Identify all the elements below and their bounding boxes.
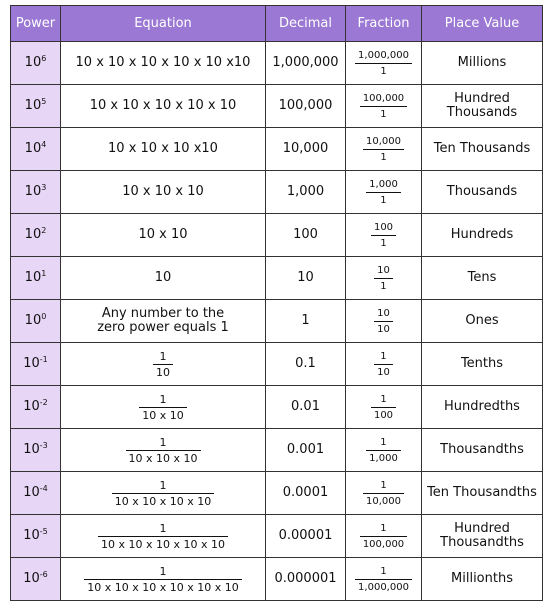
table-row — [11, 386, 543, 429]
numerator: 100,000 — [360, 92, 407, 107]
denominator: 10,000 — [366, 495, 401, 507]
decimal-cell: 1 — [266, 300, 346, 343]
equation-line: zero power equals 1 — [97, 320, 229, 335]
decimal-cell: 0.000001 — [266, 558, 346, 601]
denominator: 1 — [380, 65, 387, 77]
fraction — [360, 522, 407, 551]
fraction — [371, 393, 396, 422]
numerator: 100 — [371, 221, 396, 236]
numerator: 10 — [374, 307, 393, 322]
power-exponent: 6 — [41, 54, 47, 63]
place-value-line: Hundred — [454, 91, 510, 106]
fraction — [98, 522, 228, 551]
place-value-cell — [422, 515, 543, 558]
numerator: 10 — [374, 264, 393, 279]
table-row — [11, 300, 543, 343]
power-cell — [11, 300, 61, 343]
equation-cell — [61, 515, 266, 558]
equation-cell — [61, 472, 266, 515]
header-fraction: Fraction — [346, 6, 422, 42]
place-value-cell — [422, 558, 543, 601]
power-base: 10 — [23, 356, 40, 371]
power-exponent: 3 — [41, 183, 47, 192]
fraction — [374, 350, 393, 379]
header-power: Power — [11, 6, 61, 42]
table-row — [11, 85, 543, 128]
header-decimal: Decimal — [266, 6, 346, 42]
place-value-cell — [422, 472, 543, 515]
table-row — [11, 429, 543, 472]
power-cell — [11, 257, 61, 300]
place-value-line: Thousandths — [440, 442, 524, 457]
numerator: 10,000 — [363, 135, 404, 150]
place-value-cell — [422, 42, 543, 85]
denominator: 10 x 10 x 10 x 10 x 10 — [101, 537, 225, 551]
denominator: 1 — [380, 151, 387, 163]
denominator: 10 x 10 — [142, 408, 184, 422]
power-base: 10 — [24, 141, 42, 156]
numerator: 1 — [363, 479, 404, 494]
place-value-line: Ten Thousandths — [427, 485, 537, 500]
powers-of-ten-table — [10, 5, 543, 601]
place-value-cell — [422, 429, 543, 472]
power-base: 10 — [24, 270, 42, 285]
decimal-cell: 0.1 — [266, 343, 346, 386]
table-row — [11, 171, 543, 214]
decimal-cell: 10,000 — [266, 128, 346, 171]
table-row — [11, 472, 543, 515]
decimal-cell: 0.00001 — [266, 515, 346, 558]
equation-cell — [61, 257, 266, 300]
fraction-cell — [346, 472, 422, 515]
power-base: 10 — [23, 399, 40, 414]
fraction-cell — [346, 429, 422, 472]
power-cell — [11, 85, 61, 128]
place-value-cell — [422, 257, 543, 300]
table-row — [11, 42, 543, 85]
table-row — [11, 214, 543, 257]
fraction — [363, 479, 404, 508]
numerator: 1 — [374, 350, 393, 365]
fraction-cell — [346, 85, 422, 128]
equation-cell — [61, 429, 266, 472]
power-exponent: 1 — [41, 269, 47, 278]
place-value-line: Thousands — [446, 184, 518, 199]
fraction — [374, 307, 393, 336]
place-value-cell — [422, 128, 543, 171]
place-value-line: Millions — [457, 55, 507, 70]
power-exponent: 2 — [41, 226, 47, 235]
denominator: 10 x 10 x 10 x 10 — [114, 494, 212, 508]
power-exponent: -3 — [39, 441, 48, 450]
denominator: 1,000,000 — [358, 581, 409, 593]
equation-text: 10 x 10 x 10 x 10 x 10 — [89, 98, 237, 113]
decimal-cell: 0.001 — [266, 429, 346, 472]
place-value-line: Hundreds — [450, 227, 514, 242]
table-row — [11, 128, 543, 171]
power-base: 10 — [23, 485, 40, 500]
table-row — [11, 558, 543, 601]
table-row — [11, 515, 543, 558]
fraction-cell — [346, 515, 422, 558]
place-value-line: Thousands — [446, 105, 518, 120]
power-exponent: -4 — [39, 484, 48, 493]
equation-cell — [61, 128, 266, 171]
power-base: 10 — [23, 571, 40, 586]
power-base: 10 — [24, 184, 42, 199]
decimal-cell: 100,000 — [266, 85, 346, 128]
numerator: 1 — [371, 393, 396, 408]
header-row — [11, 6, 543, 42]
equation-text: 10 x 10 x 10 x10 — [108, 141, 218, 156]
power-cell — [11, 515, 61, 558]
fraction-cell — [346, 386, 422, 429]
fraction-cell — [346, 257, 422, 300]
power-exponent: 0 — [41, 312, 47, 321]
decimal-cell: 0.01 — [266, 386, 346, 429]
power-base: 10 — [24, 98, 42, 113]
numerator: 1,000,000 — [355, 49, 412, 64]
power-cell — [11, 429, 61, 472]
equation-cell — [61, 343, 266, 386]
power-base: 10 — [23, 442, 40, 457]
equation-text: 10 x 10 x 10 — [122, 184, 204, 199]
denominator: 10 — [156, 365, 170, 379]
fraction — [355, 49, 412, 78]
numerator: 1 — [366, 436, 401, 451]
denominator: 1 — [380, 108, 387, 120]
equation-text: 10 x 10 — [138, 227, 188, 242]
power-cell — [11, 42, 61, 85]
power-base: 10 — [23, 528, 40, 543]
decimal-cell: 100 — [266, 214, 346, 257]
power-cell — [11, 343, 61, 386]
denominator: 10 — [377, 366, 390, 378]
table-row — [11, 343, 543, 386]
equation-cell — [61, 300, 266, 343]
fraction — [112, 479, 215, 508]
denominator: 10 — [377, 323, 390, 335]
power-cell — [11, 472, 61, 515]
numerator: 1,000 — [366, 178, 401, 193]
power-base: 10 — [24, 313, 42, 328]
numerator: 1 — [355, 565, 412, 580]
fraction-cell — [346, 171, 422, 214]
numerator: 1 — [139, 393, 187, 408]
equation-cell — [61, 386, 266, 429]
power-exponent: -2 — [39, 398, 48, 407]
place-value-cell — [422, 343, 543, 386]
decimal-cell: 1,000,000 — [266, 42, 346, 85]
fraction-cell — [346, 128, 422, 171]
equation-cell — [61, 558, 266, 601]
decimal-cell: 1,000 — [266, 171, 346, 214]
equation-cell — [61, 42, 266, 85]
power-base: 10 — [24, 55, 42, 70]
denominator: 100 — [373, 409, 394, 421]
power-cell — [11, 558, 61, 601]
power-exponent: -1 — [39, 355, 48, 364]
numerator: 1 — [153, 350, 173, 365]
equation-cell — [61, 214, 266, 257]
power-cell — [11, 214, 61, 257]
numerator: 1 — [126, 436, 201, 451]
denominator: 10 x 10 x 10 — [128, 451, 198, 465]
place-value-cell — [422, 85, 543, 128]
header-place-value: Place Value — [422, 6, 543, 42]
fraction-cell — [346, 214, 422, 257]
place-value-line: Tenths — [460, 356, 504, 371]
numerator: 1 — [360, 522, 407, 537]
decimal-cell: 0.0001 — [266, 472, 346, 515]
table-body — [11, 42, 543, 601]
denominator: 1,000 — [369, 452, 398, 464]
numerator: 1 — [112, 479, 215, 494]
place-value-line: Tens — [467, 270, 497, 285]
fraction — [371, 221, 396, 250]
place-value-cell — [422, 386, 543, 429]
power-exponent: -5 — [39, 527, 48, 536]
header-equation: Equation — [61, 6, 266, 42]
power-cell — [11, 386, 61, 429]
power-cell — [11, 171, 61, 214]
fraction — [363, 135, 404, 164]
equation-cell — [61, 85, 266, 128]
place-value-line: Hundred — [454, 521, 510, 536]
place-value-line: Ten Thousands — [433, 141, 531, 156]
fraction-cell — [346, 42, 422, 85]
fraction — [84, 565, 242, 594]
fraction — [126, 436, 201, 465]
denominator: 100,000 — [362, 538, 405, 550]
fraction — [355, 565, 412, 594]
equation-text: 10 — [154, 270, 172, 285]
fraction-cell — [346, 558, 422, 601]
numerator: 1 — [84, 565, 242, 580]
decimal-cell: 10 — [266, 257, 346, 300]
table-row — [11, 257, 543, 300]
denominator: 1 — [380, 237, 387, 249]
place-value-line: Millionths — [451, 571, 513, 586]
power-exponent: 5 — [41, 97, 47, 106]
numerator: 1 — [98, 522, 228, 537]
fraction — [374, 264, 393, 293]
denominator: 1 — [380, 280, 387, 292]
place-value-line: Thousandths — [440, 535, 524, 550]
fraction-cell — [346, 300, 422, 343]
power-cell — [11, 128, 61, 171]
equation-line: Any number to the — [101, 306, 225, 321]
place-value-line: Hundredths — [444, 399, 520, 414]
fraction — [366, 436, 401, 465]
fraction — [153, 350, 173, 379]
equation-cell — [61, 171, 266, 214]
place-value-line: Ones — [465, 313, 499, 328]
place-value-cell — [422, 171, 543, 214]
fraction-cell — [346, 343, 422, 386]
fraction — [366, 178, 401, 207]
power-base: 10 — [24, 227, 42, 242]
fraction — [360, 92, 407, 121]
place-value-cell — [422, 214, 543, 257]
equation-text: 10 x 10 x 10 x 10 x 10 x10 — [75, 55, 251, 70]
place-value-cell — [422, 300, 543, 343]
denominator: 1 — [380, 194, 387, 206]
power-exponent: -6 — [39, 570, 48, 579]
denominator: 10 x 10 x 10 x 10 x 10 x 10 — [87, 580, 239, 594]
fraction — [139, 393, 187, 422]
power-exponent: 4 — [41, 140, 47, 149]
